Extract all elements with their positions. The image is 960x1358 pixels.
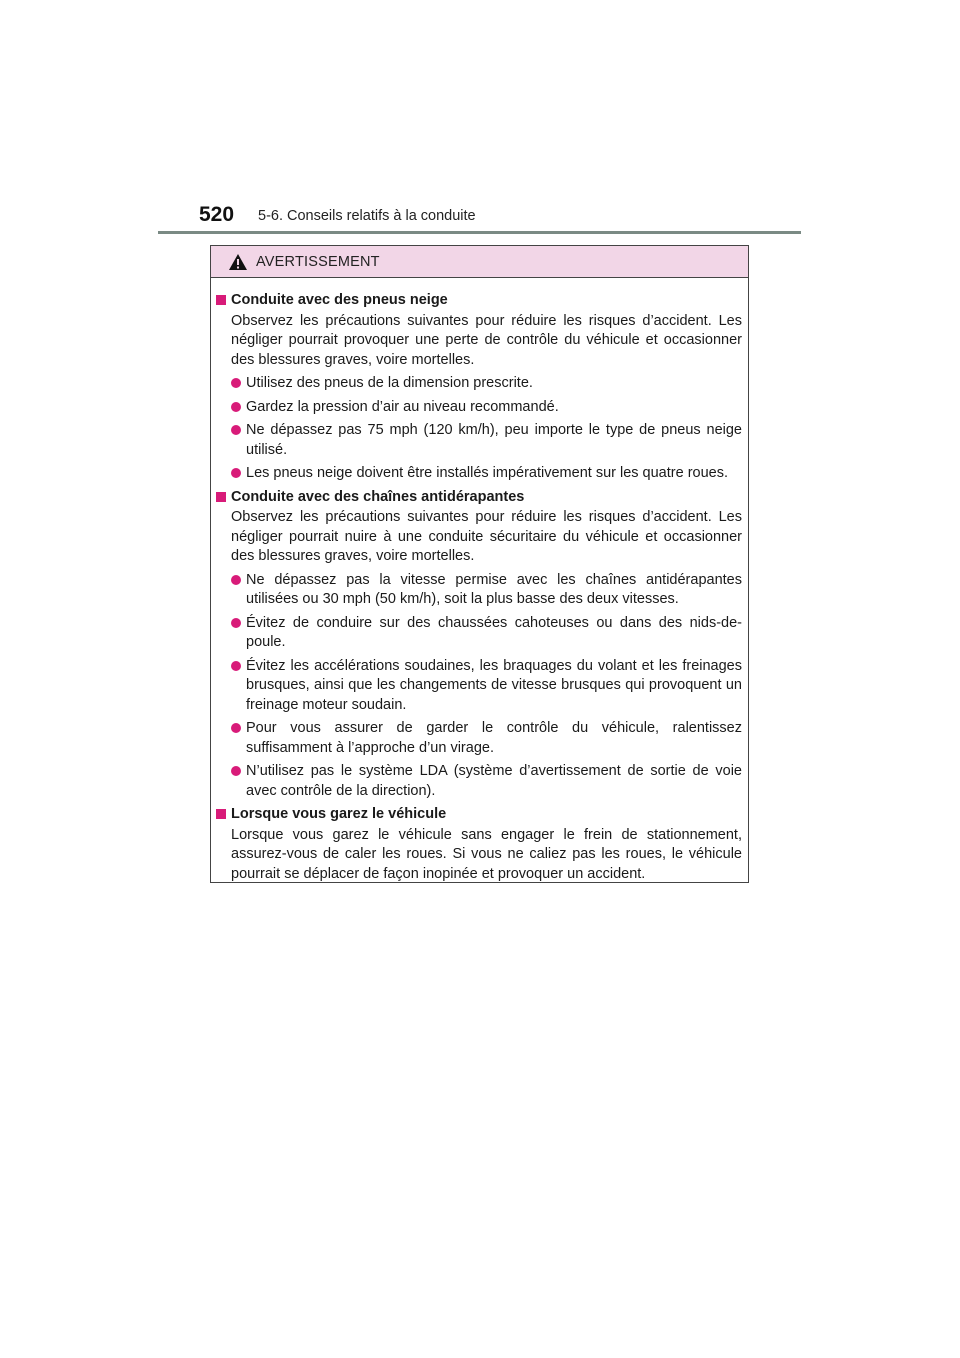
section-intro: Lorsque vous garez le véhicule sans engager le frein de stationnement, assurez-vous de caler les roues. Si vous ne caliez pas les roues, le véhicule pourrait se déplacer de façon inopinée et provoquer un accident. — [231, 826, 742, 882]
bullet-item — [216, 657, 742, 716]
bullet-item — [216, 571, 742, 610]
round-bullet-icon — [231, 575, 241, 585]
square-bullet-icon — [216, 809, 226, 819]
section-heading — [216, 488, 742, 508]
bullet-item — [216, 464, 742, 484]
bullet-item — [216, 614, 742, 653]
bullet-item — [216, 421, 742, 460]
round-bullet-icon — [231, 661, 241, 671]
section-intro: Observez les précautions suivantes pour réduire les risques d’accident. Les négliger pourrait nuire à une conduite sécuritaire du véhicule et occasionner des blessures graves, voire mortelles. — [231, 509, 742, 564]
warning-header — [211, 246, 748, 278]
bullet-text: Pour vous assurer de garder le contrôle du véhicule, ralentissez suffisamment à l’approche d’un virage. — [246, 720, 742, 756]
section-heading-text: Conduite avec des chaînes antidérapantes — [231, 488, 525, 505]
bullet-text: Évitez de conduire sur des chaussées cahoteuses ou dans des nids-de-poule. — [246, 614, 742, 650]
page-number: 520 — [199, 203, 235, 226]
bullet-item — [216, 719, 742, 758]
bullet-item — [216, 762, 742, 801]
warning-body — [211, 278, 748, 884]
bullet-text: N’utilisez pas le système LDA (système d’avertissement de sortie de voie avec contrôle de la direction). — [246, 763, 742, 799]
bullet-text: Utilisez des pneus de la dimension prescrite. — [246, 375, 533, 391]
warning-section — [216, 291, 742, 484]
warning-box — [210, 245, 749, 883]
section-heading-text: Lorsque vous garez le véhicule — [231, 806, 447, 822]
square-bullet-icon — [216, 492, 226, 502]
square-bullet-icon — [216, 295, 226, 305]
header-divider — [158, 231, 801, 234]
bullet-text: Évitez les accélérations soudaines, les braquages du volant et les freinages brusques, ainsi que les changements de vitesse brusques qui provoquent un freinage moteur soudain. — [246, 657, 742, 713]
bullet-item — [216, 398, 742, 418]
round-bullet-icon — [231, 766, 241, 776]
warning-section — [216, 805, 742, 884]
round-bullet-icon — [231, 402, 241, 412]
round-bullet-icon — [231, 378, 241, 388]
bullet-text: Gardez la pression d’air au niveau recommandé. — [246, 398, 559, 415]
section-intro: Observez les précautions suivantes pour réduire les risques d’accident. Les négliger pourrait provoquer une perte de contrôle du véhicule et occasionner des blessures graves, voire mortelles. — [231, 312, 742, 368]
round-bullet-icon — [231, 618, 241, 628]
round-bullet-icon — [231, 425, 241, 435]
bullet-text: Ne dépassez pas la vitesse permise avec les chaînes antidérapantes utilisées ou 30 mph (50 km/h), soit la plus basse des deux vitesses. — [246, 571, 742, 607]
bullet-text: Ne dépassez pas 75 mph (120 km/h), peu importe le type de pneus neige utilisé. — [246, 422, 742, 458]
section-heading — [216, 291, 742, 311]
round-bullet-icon — [231, 723, 241, 733]
bullet-text: Les pneus neige doivent être installés impérativement sur les quatre roues. — [246, 465, 728, 481]
section-heading-text: Conduite avec des pneus neige — [231, 292, 448, 308]
bullet-item — [216, 374, 742, 394]
warning-title: AVERTISSEMENT — [256, 253, 380, 270]
section-heading — [216, 805, 742, 825]
warning-triangle-icon — [228, 253, 248, 271]
chapter-section-title: 5-6. Conseils relatifs à la conduite — [258, 208, 476, 224]
warning-section — [216, 488, 742, 802]
round-bullet-icon — [231, 468, 241, 478]
